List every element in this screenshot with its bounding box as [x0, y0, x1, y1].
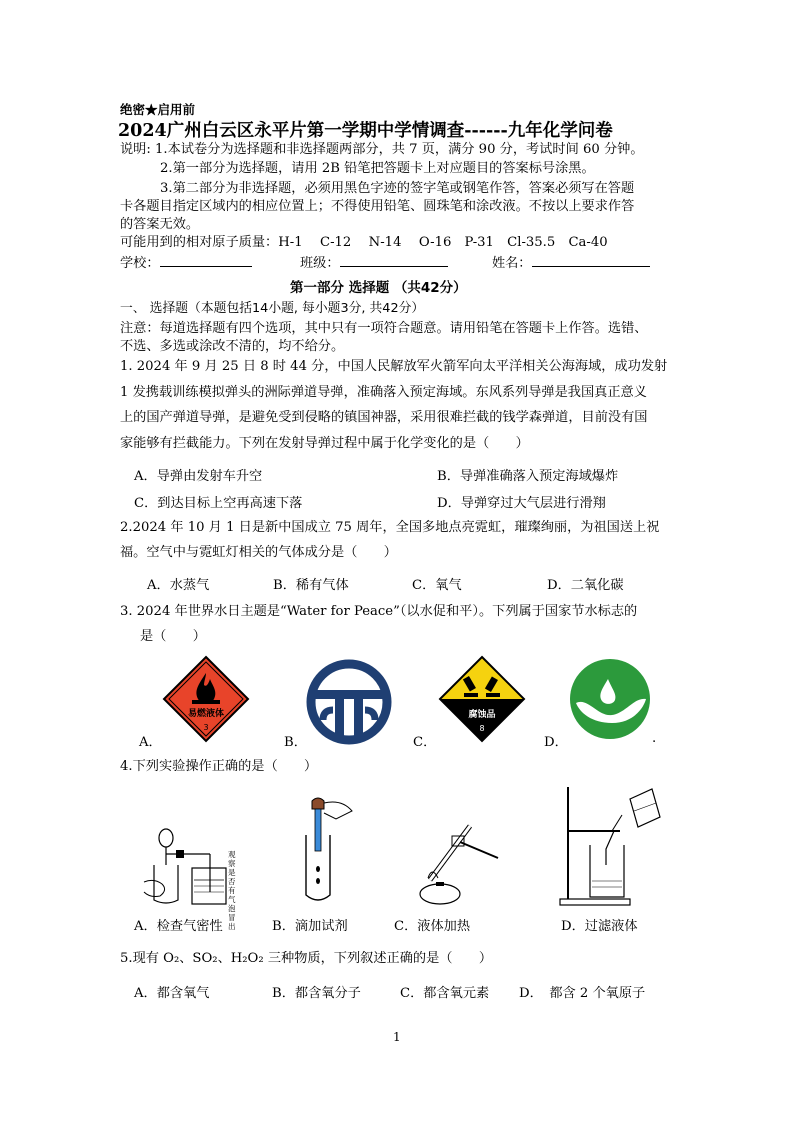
q4-line-1: 4.下列实验操作正确的是（ ） [120, 759, 318, 774]
secret-label: 绝密★启用前 [120, 102, 196, 117]
q2-line-2: 福。空气中与霓虹灯相关的气体成分是（ ） [120, 545, 397, 560]
green-water-droplet-sign [568, 657, 652, 741]
q3-option-c[interactable]: C． [413, 735, 437, 750]
q3-option-b[interactable]: B． [284, 735, 307, 750]
class-label: 班级： [299, 256, 340, 271]
q1-option-c[interactable]: C．到达目标上空再高速下落 [134, 496, 303, 511]
q5-option-a[interactable]: A．都含氧气 [134, 986, 210, 1001]
hand-icon [324, 802, 352, 819]
q2-option-b[interactable]: B．稀有气体 [273, 578, 349, 593]
corrosive-sign [438, 655, 526, 743]
q2-option-c[interactable]: C．氧气 [412, 578, 462, 593]
page-title: 2024广州白云区永平片第一学期中学情调查------九年化学问卷 [118, 121, 613, 141]
q3-option-a[interactable]: A． [139, 735, 162, 750]
q3-line-2: 是（ ） [140, 629, 206, 644]
q2-option-a[interactable]: A．水蒸气 [147, 578, 210, 593]
page-number: 1 [393, 1030, 401, 1044]
instruction-line-4: 卡各题目指定区域内的相应位置上；不得使用铅笔、圆珠笔和涂改液。不按以上要求作答 [120, 199, 635, 214]
name-blank[interactable] [532, 253, 650, 267]
dropper-test-tube-apparatus [286, 795, 356, 907]
water-saving-sign [305, 660, 393, 744]
q2-line-1: 2.2024 年 10 月 1 日是新中国成立 75 周年，全国多地点亮霓虹，璀璨绚丽，为祖国送上祝 [120, 520, 660, 535]
q4-option-b[interactable]: B．滴加试剂 [272, 919, 348, 934]
student-info-line [120, 253, 680, 272]
sign-a-text: 易燃液体 [187, 709, 225, 719]
alcohol-lamp-icon [420, 884, 460, 904]
instruction-line-2: 2.第一部分为选择题，请用 2B 铅笔把答题卡上对应题目的答案标号涂黑。 [160, 161, 595, 176]
q1-line-2: 1 发携载训练模拟弹头的洲际弹道导弹，准确落入预定海域。东风系列导弹是我国真正意义 [120, 385, 647, 400]
q3-option-d[interactable]: D． [544, 735, 568, 750]
funnel-icon [594, 831, 614, 865]
q3-line-1: 3. 2024 年世界水日主题是“Water for Peace”（以水促和平）。下列属于国家节水标志的 [120, 604, 638, 619]
q1-line-4: 家能够有拦截能力。下列在发射导弹过程中属于化学变化的是（ ） [120, 436, 529, 451]
q1-option-b[interactable]: B．导弹准确落入预定海域爆炸 [437, 469, 619, 484]
sign-c-number: 8 [479, 724, 485, 733]
q5-option-d[interactable]: D． 都含 2 个氧原子 [519, 986, 646, 1001]
q3-end-period: . [652, 731, 657, 746]
instruction-line-3: 3.第二部分为非选择题，必须用黑色字迹的签字笔或钢笔作答，答案必须写在答题 [160, 181, 635, 196]
atomic-mass-line: 可能用到的相对原子质量：H-1 C-12 N-14 O-16 P-31 Cl-35.5 Ca-40 [120, 235, 608, 250]
q1-line-1: 1. 2024 年 9 月 25 日 8 时 44 分，中国人民解放军火箭军向太平洋相关公海海域，成功发射 [120, 359, 668, 374]
beaker-icon [630, 789, 660, 827]
airtight-note: 观察是否有气泡冒出 [228, 850, 236, 931]
school-label: 学校： [120, 256, 160, 271]
q5-line-1: 5.现有 O₂、SO₂、H₂O₂ 三种物质，下列叙述正确的是（ ） [120, 951, 493, 966]
sign-c-text: 腐蚀品 [468, 710, 496, 720]
name-label: 姓名： [491, 256, 532, 271]
section-title: 第一部分 选择题 （共42分） [290, 280, 467, 296]
section-heading: 一、 选择题（本题包括14小题, 每小题3分, 共42分） [120, 301, 425, 316]
q4-option-a[interactable]: A．检查气密性 [134, 919, 223, 934]
q1-line-3: 上的国产弹道导弹，是避免受到侵略的镇国神器，采用很难拦截的钱学森弹道，目前没有国 [120, 410, 648, 425]
instruction-line-5: 的答案无效。 [120, 217, 200, 232]
filtration-apparatus [560, 785, 670, 909]
q1-option-a[interactable]: A．导弹由发射车升空 [134, 469, 263, 484]
flammable-liquid-sign [162, 655, 250, 743]
class-blank[interactable] [340, 253, 448, 267]
q5-option-c[interactable]: C．都含氧元素 [400, 986, 490, 1001]
sign-a-number: 3 [203, 723, 209, 732]
liquid-heating-apparatus [410, 820, 500, 908]
q4-option-d[interactable]: D．过滤液体 [561, 919, 638, 934]
q1-option-d[interactable]: D．导弹穿过大气层进行滑翔 [437, 496, 606, 511]
q4-option-c[interactable]: C．液体加热 [394, 919, 471, 934]
q2-option-d[interactable]: D．二氧化碳 [547, 578, 624, 593]
section-note-2: 不选、多选或涂改不清的，均不给分。 [120, 339, 345, 354]
section-note-1: 注意：每道选择题有四个选项，其中只有一项符合题意。请用铅笔在答题卡上作答。选错、 [120, 321, 648, 336]
school-blank[interactable] [160, 253, 252, 267]
instruction-line-1: 说明: 1.本试卷分为选择题和非选择题两部分，共 7 页，满分 90 分，考试时间 60 分钟。 [120, 142, 644, 157]
q5-option-b[interactable]: B．都含氧分子 [272, 986, 361, 1001]
